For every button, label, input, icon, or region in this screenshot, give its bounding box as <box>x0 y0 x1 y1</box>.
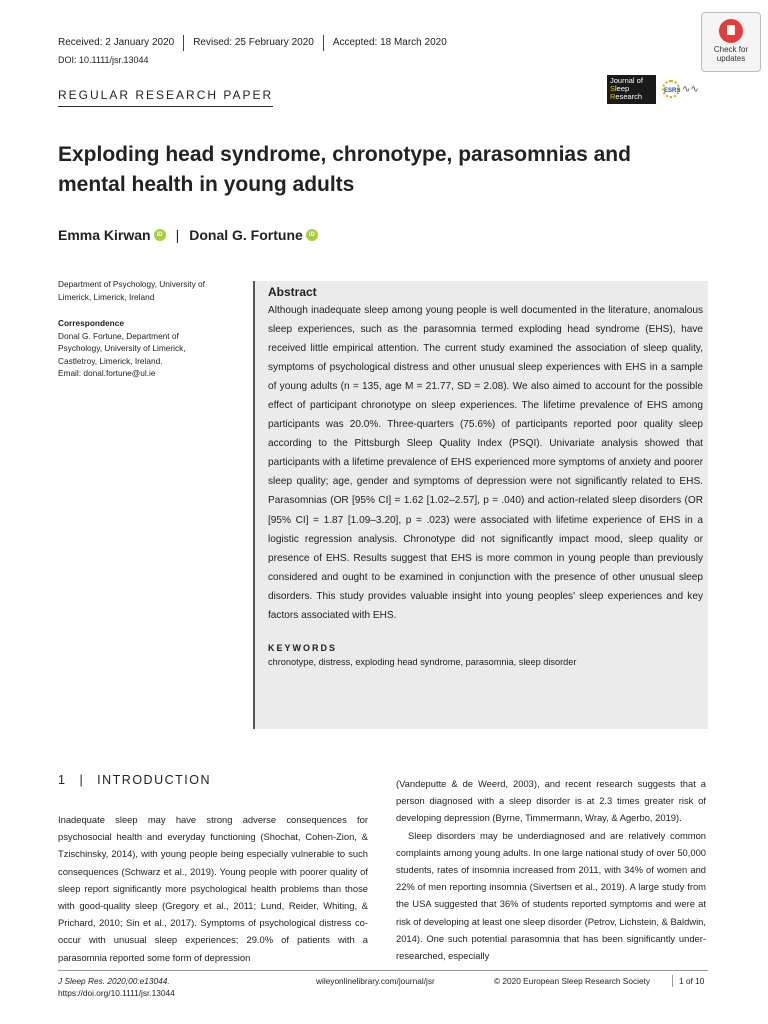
section-heading: 1 | INTRODUCTION <box>58 773 211 787</box>
received-date: Received: 2 January 2020 <box>58 35 184 51</box>
keywords: chronotype, distress, exploding head syndrome, parasomnia, sleep disorder <box>268 656 577 667</box>
article-dates <box>58 35 456 51</box>
keywords-heading: KEYWORDS <box>268 642 338 653</box>
esrs-logo <box>662 80 710 102</box>
check-for-updates-badge[interactable]: Check for updates <box>701 12 761 72</box>
author-name[interactable]: Donal G. Fortune <box>189 227 303 243</box>
intro-left-column <box>58 811 368 966</box>
journal-logo: Journal of Sleep Research <box>607 75 656 104</box>
orcid-icon[interactable]: iD <box>154 229 166 241</box>
revised-date: Revised: 25 February 2020 <box>184 35 324 51</box>
page-number: 1 of 10 <box>672 975 704 987</box>
footer-site-link[interactable]: wileyonlinelibrary.com/journal/jsr <box>316 976 435 986</box>
article-type: REGULAR RESEARCH PAPER <box>58 88 273 107</box>
accepted-date: Accepted: 18 March 2020 <box>332 37 447 48</box>
esrs-ring-icon: ESRS <box>662 80 680 98</box>
orcid-icon[interactable]: iD <box>306 229 318 241</box>
correspondence: Correspondence Donal G. Fortune, Department of Psychology, University of Limerick, Castletroy, Limerick, Ireland. Email: donal.fortune@ul.ie <box>58 317 238 380</box>
intro-paragraph: Inadequate sleep may have strong adverse consequences for psychosocial health and everyday functioning (Shochat, Cohen-Zion, & Tzischinsky, 2014), with young people being especially vulnerable to such consequences (Schwarz et al., 2019). Young people with poorer quality of sleep report significantly more psychological health problems than those with good-quality sleep (Gregory et al., 2011; Lund, Reider, Whiting, & Prichard, 2010; Sin et al., 2017). Symptoms of psychological distress co-occur with unusual sleep experiences; 29.0% of patients with a parasomnia reported some form of depression <box>58 814 368 963</box>
article-title: Exploding head syndrome, chronotype, parasomnias and mental health in young adults <box>58 143 631 196</box>
doi[interactable]: DOI: 10.1111/jsr.13044 <box>58 55 149 65</box>
abstract-box <box>253 281 708 729</box>
crossmark-icon <box>719 19 743 43</box>
footer-rule <box>58 970 708 971</box>
footer-doi-link[interactable]: https://doi.org/10.1111/jsr.13044 <box>58 988 175 998</box>
abstract-text: Although inadequate sleep among young people is well documented in the literature, anomalous sleep experiences, such as the parasomnia termed exploding head syndrome (EHS), have received little empirical attention. The current study examined the association of sleep quality, symptoms of psychological distress and other unusual sleep experiences with EHS in a sample of young adults (n = 135, age M = 21.77, SD = 2.08). We also aimed to account for the possible effect of participant chronotype on sleep experiences. The lifetime prevalence of EHS among participants was 20.0%. Three-quarters (75.6%) of participants reported poor quality sleep according to the Pittsburgh Sleep Quality Index (PSQI). Univariate analysis showed that participants with a lifetime prevalence of EHS experienced more symptoms of anxiety and poorer sleep quality; age, gender and symptoms of depression were not significantly related to EHS. Parasomnias (OR [95% CI] = 1.62 [1.02–2.57], p = .040) and action-related sleep disorders (OR [95% CI] = 1.87 [1.09–3.20], p = .023) were associated with lifetime experience of EHS in a logistic regression analysis. Chronotype did not significantly impact mood, sleep quality or presence of EHS. Results suggest that EHS is more common in young people than previously considered and ought to be examined in conjunction with the presence of other unusual sleep disorders. This study provides valuable insight into young peoples' sleep experiences and key factors associated with EHS. <box>268 305 703 621</box>
intro-paragraph: Sleep disorders may be underdiagnosed and are relatively common complaints among young adults. In one large national study of over 50,000 students, rates of insomnia increased from 2011, with 34% of women and 22% of men reporting insomnia (Sivertsen et al., 2019). A large study from the USA suggested that 36% of students reported symptoms and were at risk of developing at least one sleep disorder (Petrov, Lichstein, & Baldwin, 2014). One such potential parasomnia that has been significantly under-researched, especially <box>396 829 706 962</box>
footer-citation: J Sleep Res. 2020;00:e13044. https://doi.org/10.1111/jsr.13044 <box>58 976 175 998</box>
affiliation: Department of Psychology, University of Limerick, Limerick, Ireland <box>58 279 205 302</box>
correspondence-email[interactable]: Email: donal.fortune@ul.ie <box>58 368 156 379</box>
author-name[interactable]: Emma Kirwan <box>58 227 151 243</box>
abstract-heading: Abstract <box>268 285 317 299</box>
intro-right-column <box>396 775 706 964</box>
intro-paragraph: (Vandeputte & de Weerd, 2003), and recent research suggests that a person diagnosed with a sleep disorder is at 2.3 times greater risk of developing depression (Byrne, Timmermann, Wray, & Agerbo, 2019). <box>396 778 706 824</box>
sleep-wave-icon: ∿∿ <box>681 83 699 95</box>
author-separator: | <box>175 227 180 243</box>
correspondence-heading: Correspondence <box>58 318 124 328</box>
author-list <box>58 227 318 243</box>
footer-copyright: © 2020 European Sleep Research Society <box>494 976 651 986</box>
